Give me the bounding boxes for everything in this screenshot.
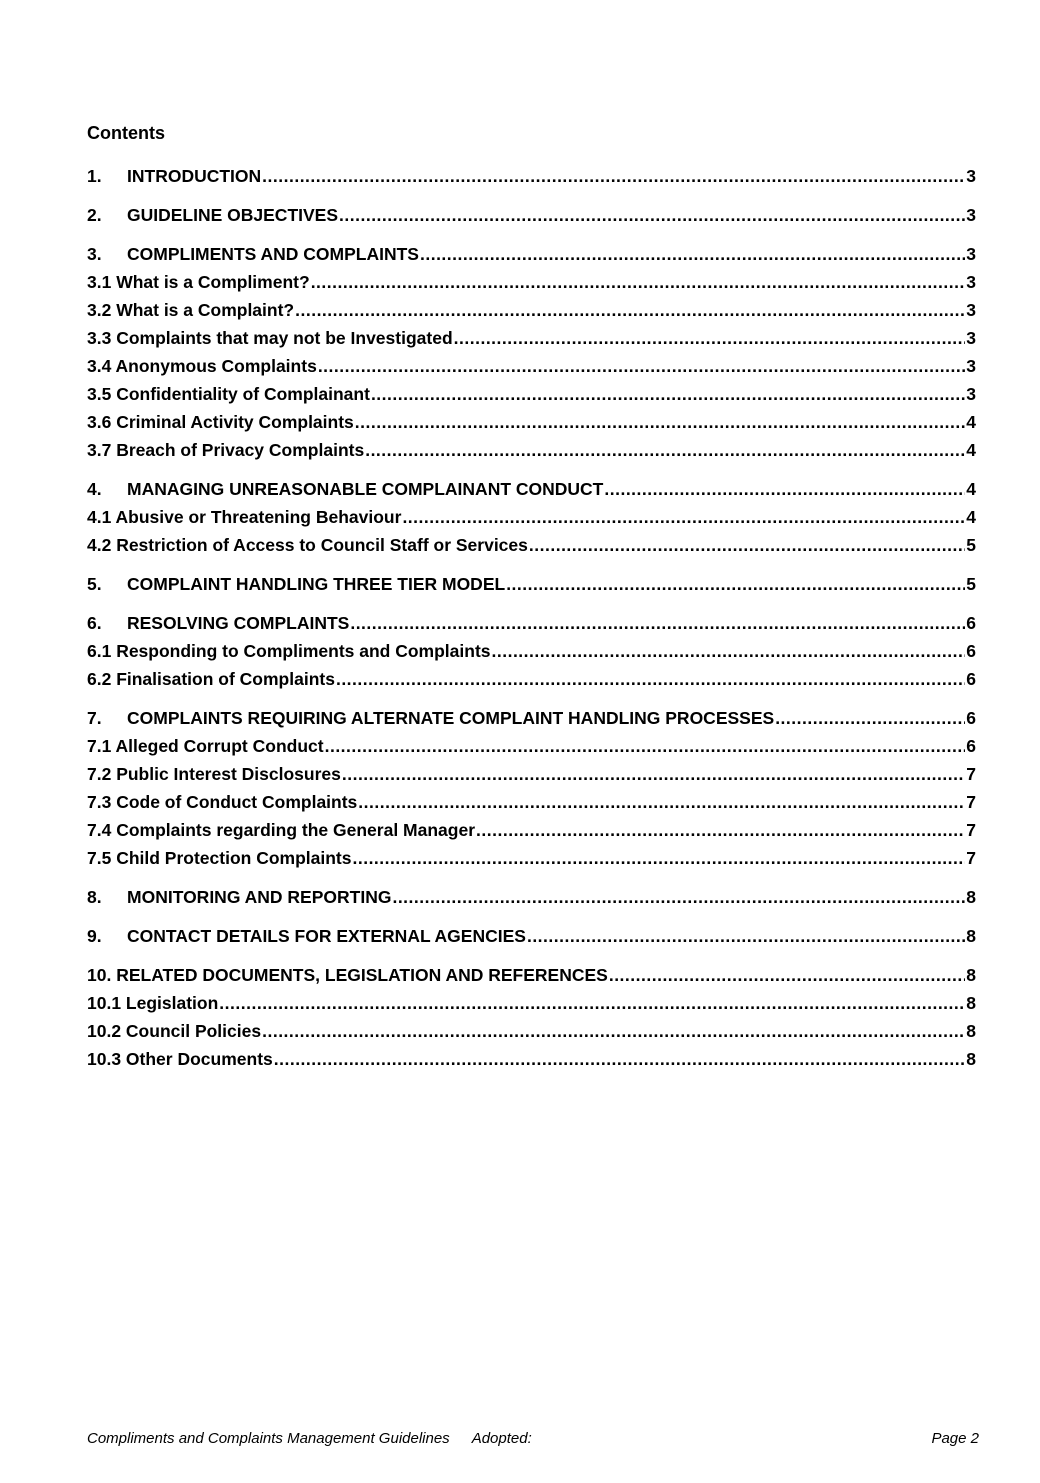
toc-entry[interactable] (87, 637, 976, 665)
toc-entry-page: 6 (966, 669, 976, 689)
toc-entry-page: 8 (966, 993, 976, 1013)
toc-entry-page: 5 (966, 574, 976, 594)
toc-entry-page: 8 (966, 965, 976, 985)
toc-entry-number: 2. (87, 205, 102, 225)
toc-entry-title: MONITORING AND REPORTING (127, 887, 392, 907)
toc-entry-title: 3.2 What is a Complaint? (87, 300, 295, 320)
toc-entry-page: 6 (966, 708, 976, 728)
toc-entry-page: 4 (966, 507, 976, 527)
toc-dot-leader (219, 989, 965, 1017)
toc-entry-page: 5 (966, 535, 976, 555)
toc-entry[interactable] (87, 380, 976, 408)
toc-dot-leader (325, 732, 966, 760)
toc-entry[interactable] (87, 816, 976, 844)
toc-entry-title: 3.5 Confidentiality of Complainant (87, 384, 370, 404)
toc-entry-page: 3 (966, 384, 976, 404)
toc-entry-page: 8 (966, 926, 976, 946)
toc-dot-leader (274, 1045, 966, 1073)
toc-entry-title: 10.2 Council Policies (87, 1021, 262, 1041)
toc-entry-page: 3 (966, 272, 976, 292)
toc-dot-leader (392, 883, 965, 911)
toc-entry[interactable] (87, 1045, 976, 1073)
toc-entry-title: INTRODUCTION (127, 166, 262, 186)
toc-entry[interactable] (87, 665, 976, 693)
toc-entry-page: 4 (966, 440, 976, 460)
toc-dot-leader (262, 1017, 965, 1045)
toc-entry-number: 7. (87, 708, 102, 728)
toc-dot-leader (420, 240, 965, 268)
toc-entry-page: 6 (966, 641, 976, 661)
toc-entry-title: 6.2 Finalisation of Complaints (87, 669, 335, 689)
toc-entry-page: 6 (966, 736, 976, 756)
toc-dot-leader (339, 201, 965, 229)
toc-entry[interactable] (87, 408, 976, 436)
toc-entry-number: 1. (87, 166, 102, 186)
toc-dot-leader (492, 637, 966, 665)
toc-dot-leader (342, 760, 965, 788)
toc-entry-title: 6.1 Responding to Compliments and Complaints (87, 641, 491, 661)
footer-document-title: Compliments and Complaints Management Guidelines (87, 1430, 450, 1447)
footer-page-number: Page 2 (931, 1430, 979, 1447)
toc-entry-title: 10.3 Other Documents (87, 1049, 273, 1069)
toc-entry[interactable] (87, 436, 976, 464)
toc-entry-title: 7.5 Child Protection Complaints (87, 848, 352, 868)
toc-entry[interactable] (87, 475, 976, 503)
toc-dot-leader (609, 961, 965, 989)
toc-dot-leader (358, 788, 965, 816)
toc-entry-number: 5. (87, 574, 102, 594)
toc-entry-title: 7.4 Complaints regarding the General Manager (87, 820, 476, 840)
toc-entry[interactable] (87, 531, 976, 559)
toc-entry-title: 7.2 Public Interest Disclosures (87, 764, 341, 784)
toc-entry-number: 8. (87, 887, 102, 907)
toc-entry[interactable] (87, 989, 976, 1017)
toc-entry[interactable] (87, 760, 976, 788)
toc-entry-page: 3 (966, 244, 976, 264)
toc-dot-leader (454, 324, 966, 352)
toc-entry-page: 8 (966, 887, 976, 907)
toc-entry[interactable] (87, 352, 976, 380)
toc-entry-page: 7 (966, 792, 976, 812)
toc-dot-leader (529, 531, 965, 559)
toc-entry[interactable] (87, 162, 976, 190)
toc-entry-title: COMPLAINTS REQUIRING ALTERNATE COMPLAINT HANDLING PROCESSES (127, 708, 775, 728)
toc-entry-title: 3.4 Anonymous Complaints (87, 356, 317, 376)
toc-entry-page: 6 (966, 613, 976, 633)
toc-dot-leader (371, 380, 965, 408)
toc-entry-page: 4 (966, 412, 976, 432)
toc-entry[interactable] (87, 609, 976, 637)
toc-dot-leader (311, 268, 966, 296)
toc-entry-number: 6. (87, 613, 102, 633)
toc-entry-title: 3.7 Breach of Privacy Complaints (87, 440, 365, 460)
toc-entry-title: GUIDELINE OBJECTIVES (127, 205, 339, 225)
toc-entry-page: 7 (966, 764, 976, 784)
toc-entry-number: 3. (87, 244, 102, 264)
toc-dot-leader (365, 436, 965, 464)
toc-dot-leader (352, 844, 965, 872)
toc-entry-number: 9. (87, 926, 102, 946)
contents-heading: Contents (87, 123, 165, 143)
toc-entry-title: CONTACT DETAILS FOR EXTERNAL AGENCIES (127, 926, 526, 946)
toc-entry-page: 3 (966, 166, 976, 186)
toc-dot-leader (527, 922, 965, 950)
toc-dot-leader (355, 408, 965, 436)
toc-entry[interactable] (87, 240, 976, 268)
toc-entry-title: 7.1 Alleged Corrupt Conduct (87, 736, 324, 756)
toc-dot-leader (350, 609, 965, 637)
toc-entry[interactable] (87, 1017, 976, 1045)
toc-entry-page: 3 (966, 300, 976, 320)
toc-entry-title: MANAGING UNREASONABLE COMPLAINANT CONDUCT (127, 479, 604, 499)
toc-entry[interactable] (87, 296, 976, 324)
toc-entry[interactable] (87, 324, 976, 352)
toc-dot-leader (336, 665, 965, 693)
toc-dot-leader (402, 503, 965, 531)
toc-entry-title: 3.6 Criminal Activity Complaints (87, 412, 354, 432)
toc-entry[interactable] (87, 883, 976, 911)
toc-entry-page: 7 (966, 820, 976, 840)
toc-entry[interactable] (87, 961, 976, 989)
toc-dot-leader (476, 816, 965, 844)
toc-dot-leader (295, 296, 965, 324)
toc-entry-title: 3.1 What is a Compliment? (87, 272, 310, 292)
toc-entry[interactable] (87, 732, 976, 760)
toc-entry[interactable] (87, 704, 976, 732)
toc-entry-title: COMPLAINT HANDLING THREE TIER MODEL (127, 574, 506, 594)
toc-entry[interactable] (87, 844, 976, 872)
toc-entry-title: 4.2 Restriction of Access to Council Staff or Services (87, 535, 528, 555)
toc-entry-number: 4. (87, 479, 102, 499)
toc-entry[interactable] (87, 922, 976, 950)
toc-entry[interactable] (87, 503, 976, 531)
toc-entry-title: RESOLVING COMPLAINTS (127, 613, 350, 633)
toc-entry[interactable] (87, 570, 976, 598)
toc-dot-leader (318, 352, 965, 380)
toc-entry-page: 8 (966, 1021, 976, 1041)
page-footer (87, 1430, 979, 1447)
toc-entry-title: 10. RELATED DOCUMENTS, LEGISLATION AND REFERENCES (87, 965, 608, 985)
toc-entry-page: 3 (966, 205, 976, 225)
toc-dot-leader (775, 704, 965, 732)
toc-entry-title: 4.1 Abusive or Threatening Behaviour (87, 507, 402, 527)
footer-adopted-label: Adopted: (471, 1430, 532, 1447)
toc-dot-leader (604, 475, 965, 503)
toc-dot-leader (262, 162, 965, 190)
toc-entry-page: 8 (966, 1049, 976, 1069)
toc-entry[interactable] (87, 788, 976, 816)
toc-entry-page: 4 (966, 479, 976, 499)
toc-entry-title: 3.3 Complaints that may not be Investigated (87, 328, 453, 348)
toc-entry-page: 3 (966, 356, 976, 376)
toc-entry-page: 7 (966, 848, 976, 868)
toc-entry-title: 7.3 Code of Conduct Complaints (87, 792, 358, 812)
toc-entry-title: 10.1 Legislation (87, 993, 219, 1013)
table-of-contents (87, 162, 976, 1073)
toc-dot-leader (506, 570, 965, 598)
toc-entry-page: 3 (966, 328, 976, 348)
toc-entry-title: COMPLIMENTS AND COMPLAINTS (127, 244, 419, 264)
toc-entry[interactable] (87, 201, 976, 229)
toc-entry[interactable] (87, 268, 976, 296)
